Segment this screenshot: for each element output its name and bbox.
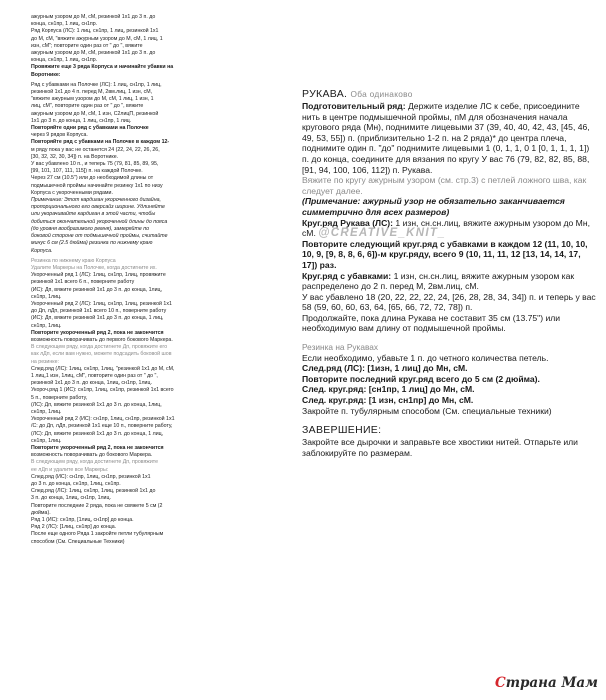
sleeve-rib-line: След. круг.ряд: [1 изн, сн1пр] до Мн, сМ. — [302, 395, 474, 406]
left-text-line: ажурным узором до М, сМ, резинкой 1х1 до 3 п. до — [31, 50, 156, 57]
left-text-line: сн1пр, 1лиц. — [31, 293, 62, 300]
left-text-line: дюйма). — [31, 509, 51, 516]
left-text-line: "вяжите ажурным узором до М, сМ, 1 лиц, 1 изн, 1 — [31, 96, 154, 103]
sleeve-round-row-text: 1 изн, сн.сн.лиц, вяжите ажурным узором до Мн, сМ. — [302, 217, 590, 239]
left-text-line: Укороченный ряд 1 (ЛС): 1лиц, сн1пр, 1лиц, провяжите — [31, 272, 166, 279]
left-text-line: Через 27 см (10.5") или до необходимой длины от — [31, 175, 154, 182]
left-text-line: Укороченный ряд 2 (ИС): сн1пр, 1лиц, сн1пр, резинкой 1х1 — [31, 416, 175, 423]
left-text-line: резинкой 1х1 всего 6 п., поверните работу — [31, 279, 135, 286]
left-text-line: до М, сМ, "вяжите ажурным узором до М, сМ, 1 лиц, 1 — [31, 35, 163, 42]
left-text-line: [99, 101, 107, 111, 115]) п. на каждой Полочке. — [31, 168, 143, 175]
sleeve-decrease-row-label: Круг.ряд с убавками: — [302, 270, 392, 281]
left-text-line: минус 6 см (2.5 дюйма) резинка по нижнему краю — [31, 240, 153, 247]
left-text-line: (ИС): Дп, вяжите резинкой 1х1 до 3 п. до конца, 1 лиц, — [31, 315, 164, 322]
sleeve-rib-line: Повторите последний круг.ряд всего до 5 см (2 дюйма). — [302, 373, 540, 384]
left-text-line: Ряд 1 (ИС): сн1пр, [1лиц, сн1пр] до конца. — [31, 517, 134, 524]
left-column — [31, 14, 274, 546]
left-text-line: резинкой 1х1 до 3 п. до конца, 1лиц, сн1пр, 1лиц. — [31, 380, 152, 387]
logo-text: трана Мам — [505, 675, 598, 691]
sleeve-rib-line: Закройте п. тубулярным способом (См. специальные техники) — [302, 405, 552, 416]
left-text-line: способом (См. Специальные Техники) — [31, 538, 125, 545]
sleeve-rib-line: След.ряд (ЛС): [1изн, 1 лиц] до Мн, сМ. — [302, 363, 468, 374]
left-text-line: возможность поворачивать до первого бокового Маркера. — [31, 336, 173, 343]
left-text-line: Повторяйте ряд с убавками на Полочке в каждом 12- — [31, 139, 170, 146]
left-text-line: сн1пр, 1лиц. — [31, 437, 62, 444]
left-text-line: до Дп, лДп, резинкой 1х1 всего 10 п., поверните работу — [31, 308, 167, 315]
left-text-line: Повторите последние 2 ряда, пока не свяжете 5 см (2 — [31, 502, 163, 509]
left-text-line: Укороч.ряд 1 (ИС): сн1пр, 1лиц, сн1пр, резинкой 1х1 всего — [31, 387, 174, 394]
left-text-line: Укороченный ряд 2 (ЛС): 1лиц, сн1пр, 1лиц, резинкой 1х1 — [31, 300, 172, 307]
left-text-line: лиц, сМ", повторите один раз от " до ", вяжите — [31, 103, 144, 110]
left-text-line: (ЛС): Дп, вяжите резинкой 1х1 до 3 п. до конца, 1лиц, — [31, 401, 162, 408]
left-text-line: [30, 32, 32, 30, 34]) п. на Воротнике. — [31, 153, 119, 160]
left-text-line: Ряд 2 (ЛС): [1лиц, сн1пр] до конца. — [31, 524, 117, 531]
left-text-line: /С: до Дп, лДп, резинкой 1х1 еще 10 п., поверните работу, — [31, 423, 173, 430]
sleeve-stitch-count: У вас убавлено 18 (20, 22, 22, 22, 24, [26, 28, 28, 34, 34]) п. и теперь у вас 58 (59, 60, 60, 63, 64, [65, 66, 72, 72, 78]) п. — [302, 291, 596, 313]
left-text-line: Удалите Маркеры на Полочке, когда достигните их. — [31, 264, 157, 271]
left-text-line: Повторите укороченный ряд 2, пока не закончится — [31, 329, 164, 336]
left-text-line: 1 лиц,1 изн, 1лиц, сМ", повторите один раз от " до ", — [31, 372, 158, 379]
sleeves-title: РУКАВА. — [302, 88, 348, 100]
sleeves-subtitle: Оба одинаково — [350, 89, 413, 99]
sleeve-round-row-label: Круг.ряд Рукава (ЛС): — [302, 217, 394, 228]
left-text-line: 5 п., поверните работу, — [31, 394, 88, 401]
left-text-line: В следующем ряду, когда достигнете Дп, провяжите его — [31, 344, 168, 351]
left-text-line: добиться окончательной укороченной длины до пояса — [31, 218, 168, 225]
left-text-line: Резинка по нижнему краю Корпуса — [31, 257, 116, 264]
left-text-line: подмышечной проймы начинайте резинку 1х1 по низу — [31, 182, 163, 189]
left-text-line: боковой стороне от подмышечной проймы, считайте — [31, 233, 168, 240]
prep-row — [302, 101, 598, 175]
left-text-line: через 9 рядов Корпуса. — [31, 132, 88, 139]
left-text-line: резинкой 1х1 до 4 п. перед М, 2вм.лиц, 1 изн, сМ, — [31, 89, 153, 96]
left-text-line: Провяжите еще 3 ряда Корпуса и начинайте убавки на — [31, 64, 174, 71]
right-column — [302, 88, 598, 458]
left-text-line: на резинке: — [31, 358, 59, 365]
prep-row-text: Держите изделие ЛС к себе, присоедините нить в центре подмышечной проймы, пМ для обозначения начала кругового ряда (Мн), поднимите лицевыми 37 (39, 40, 40, 42, 43, [45, 46, 49, 53, 55]) п. (приблизительно 1-2 п. на 2 ряда)* до центра плеча, поднимите один п. "до" поднимите лицевыми 1 (0, 1, 1, 0 1 [0, 1, 1, 1, 1]) п. до конца, соедините для вязания по кругу У вас 76 (79, 82, 82, 85, 88, [91, 94, 100, 106, 112]) п. Рукава. — [302, 101, 590, 175]
left-text-line: ажурным узором до М, сМ, 1 изн, С2лицП, резинкой — [31, 110, 159, 117]
left-text-line: конца, сн1пр, 1 лиц, сн1пр. — [31, 57, 98, 64]
spacer — [302, 416, 598, 424]
left-text-line: или укорачивайте кардиган в этой части, чтобы — [31, 211, 156, 218]
left-text-line: как лДп, если вам нужно, можете подсадить боковой шов — [31, 351, 172, 358]
left-text-line: Воротнике: — [31, 71, 61, 78]
left-text-line: След.ряд (ИС): сн1пр, 1лиц, сн1пр, резинкой 1х1 — [31, 473, 151, 480]
finishing-title: ЗАВЕРШЕНИЕ: — [302, 424, 382, 437]
left-text-line: Ряд с убавками на Полочке (ЛС): 1 лиц, сн1пр, 1 лиц, — [31, 81, 162, 88]
left-text-line: Повторите укороченный ряд 2, пока не закончится — [31, 444, 164, 451]
sleeve-rib-title: Резинка на Рукавах — [302, 342, 379, 353]
left-text-line: Корпуса с укороченными рядами. — [31, 189, 113, 196]
left-text-line: ажурным узором до М, сМ, резинкой 1х1 до 3 п. до — [31, 14, 156, 20]
left-text-line: След.ряд (ЛС): 1лиц, сн1пр, 1лиц, резинкой 1х1 до — [31, 488, 156, 495]
left-text-line: сн1пр, 1лиц. — [31, 322, 62, 329]
left-text-line: сн1пр, 1лиц. — [31, 408, 62, 415]
left-text-line: изн, сМ"; повторите один раз от " до ", вяжите — [31, 42, 143, 49]
left-text-line: После еще одного Ряда 1 закройте петли тубулярным — [31, 531, 164, 538]
left-text-line: пропорционального его оверсайз ширине. Удлиняйте — [31, 204, 165, 211]
left-text-line: Корпуса. — [31, 247, 53, 254]
prep-row-label: Подготовительный ряд: — [302, 101, 406, 111]
sleeve-pattern-note: Вяжите по кругу ажурным узором (см. стр.3) с петлей ложного шва, как следует далее. — [302, 175, 587, 196]
left-text-line: ее лДп и удалите все Маркеры: — [31, 466, 109, 473]
left-text-line: У вас убавлено 10 п., и теперь 75 (79, 81, 85, 89, 95, — [31, 161, 159, 168]
left-text-line: 1х1 до 3 п. до конца, 1 лиц, сн1пр, 1 лиц. — [31, 117, 132, 124]
left-text-line: (до уровня вообразимого ремня), замеряйте по — [31, 225, 150, 232]
sleeve-decrease-row-text: 1 изн, сн.сн.лиц, вяжите ажурным узором как распределено до 2 п. перед М, 2вм.лиц, сМ. — [302, 270, 575, 292]
sleeve-length: Продолжайте, пока длина Рукава не составит 35 см (13.75") или необходимую вам длину от подмышечной проймы. — [302, 312, 561, 334]
left-text-line: конца, сн1пр, 1 лиц, сн1пр. — [31, 21, 98, 28]
sleeve-decrease-repeat: Повторите следующий круг.ряд с убавками в каждом 12 (11, 10, 10, 10, 9, [9, 8, 8, 6, 6])-м круг.ряду, всего 9 (10, 11, 11, 12 [13, 14, 14, 17, 17]) раз. — [302, 238, 588, 270]
sleeve-remark: (Примечание: ажурный узор не обязательно заканчивается симметрично для всех размеров) — [302, 196, 565, 217]
logo-letter: С — [494, 675, 506, 691]
left-text-line: (ЛС): Дп, вяжите резинкой 1х1 до 3 п. до конца, 1 лиц, — [31, 430, 164, 437]
left-text-line: Примечание: Этот кардиган укороченного дизайна, — [31, 197, 161, 204]
watermark: @CREATIVE_KNIT_ — [318, 227, 446, 240]
sleeve-rib-line: Если необходимо, убавьте 1 п. до четного количества петель. — [302, 352, 549, 363]
left-text-line: В следующем ряду, когда достигнете Дп, провяжите — [31, 459, 159, 466]
sleeve-decrease-row — [302, 271, 598, 292]
left-text-line: След.ряд (ЛС): 1лиц, сн1пр, 1лиц, "резинкой 1х1 до М, сМ, — [31, 365, 175, 372]
sleeve-round-row — [302, 218, 598, 239]
spacer — [302, 334, 598, 342]
left-text-line: Повторяйте одни ряд с убавками на Полочке — [31, 125, 149, 132]
sleeves-heading — [302, 88, 598, 101]
sleeve-rib-line: След. круг.ряд: [сн1пр, 1 лиц] до Мн, сМ. — [302, 384, 475, 395]
left-text-line: м ряду пока у вас не останется 24 (22, 24, 22, 26, 26, — [31, 146, 160, 153]
left-text-line: Ряд Корпуса (ЛС): 1 лиц, сн1пр, 1 лиц, резинкой 1х1 — [31, 28, 159, 35]
site-logo — [495, 675, 598, 691]
left-text-line: возможность поворачивать до бокового Маркера. — [31, 452, 153, 459]
left-text-line: 3 п. до конца, 1лиц, сн1пр, 1лиц. — [31, 495, 111, 502]
left-text-line: (ИС): Дп, вяжите резинкой 1х1 до 3 п. до конца, 1лиц, — [31, 286, 163, 293]
left-text-line: до 3 п. до конца, сн1пр, 1лиц, сн1пр. — [31, 481, 121, 487]
finishing-text: Закройте все дырочки и заправьте все хвостики нитей. Отпарьте или заблокируйте по размерам. — [302, 437, 578, 458]
